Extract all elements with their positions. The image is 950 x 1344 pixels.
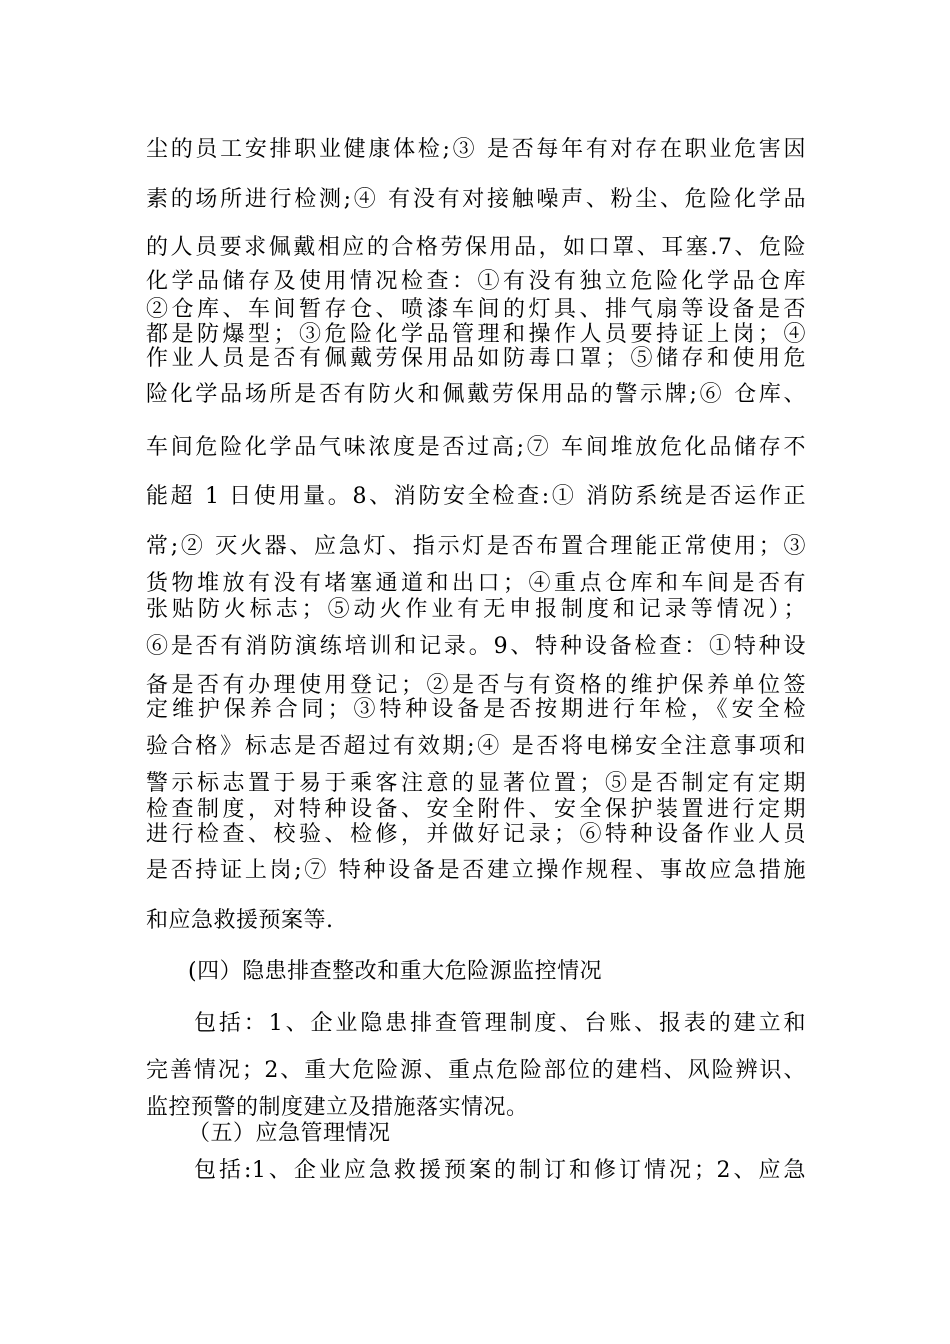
paragraph-line: 素的场所进行检测;④ 有没有对接触噪声、粉尘、危险化学品 (146, 187, 806, 212)
section-heading: （五）应急管理情况 (188, 1121, 391, 1146)
paragraph-line: 化学品储存及使用情况检查：①有没有独立危险化学品仓库 (146, 269, 806, 294)
paragraph-line: 货物堆放有没有堵塞通道和出口；④重点仓库和车间是否有 (146, 571, 806, 596)
paragraph-line: 是否持证上岗;⑦ 特种设备是否建立操作规程、事故应急措施 (146, 858, 806, 883)
paragraph-line: 常;② 灭火器、应急灯、指示灯是否布置合理能正常使用；③ (146, 534, 806, 559)
paragraph-line: 监控预警的制度建立及措施落实情况。 (146, 1095, 529, 1120)
section-heading: (四）隐患排查整改和重大危险源监控情况 (188, 959, 603, 984)
paragraph-line: ⑥是否有消防演练培训和记录。9、特种设备检查：①特种设 (146, 634, 806, 659)
paragraph-line: ②仓库、车间暂存仓、喷漆车间的灯具、排气扇等设备是否 (146, 297, 806, 322)
paragraph-line: 包括:1、企业应急救援预案的制订和修订情况；2、应急 (194, 1158, 806, 1183)
paragraph-line: 进行检查、校验、检修，并做好记录；⑥特种设备作业人员 (146, 822, 806, 847)
paragraph-line: 险化学品场所是否有防火和佩戴劳保用品的警示牌;⑥ 仓库、 (146, 382, 806, 407)
paragraph-line: 完善情况；2、重大危险源、重点危险部位的建档、风险辨识、 (146, 1058, 806, 1083)
paragraph-line: 备是否有办理使用登记；②是否与有资格的维护保养单位签 (146, 673, 806, 698)
paragraph-line: 张贴防火标志；⑤动火作业有无申报制度和记录等情况）； (146, 597, 806, 622)
paragraph-line: 警示标志置于易于乘客注意的显著位置；⑤是否制定有定期 (146, 771, 806, 796)
paragraph-line: 作业人员是否有佩戴劳保用品如防毒口罩；⑤储存和使用危 (146, 346, 806, 371)
paragraph-line: 包括：1、企业隐患排查管理制度、台账、报表的建立和 (194, 1011, 806, 1036)
paragraph-line: 验合格》标志是否超过有效期;④ 是否将电梯安全注意事项和 (146, 734, 806, 759)
paragraph-line: 车间危险化学品气味浓度是否过高;⑦ 车间堆放危化品储存不 (146, 435, 806, 460)
paragraph-line: 检查制度，对特种设备、安全附件、安全保护装置进行定期 (146, 797, 806, 822)
paragraph-line: 定维护保养合同；③特种设备是否按期进行年检，《安全检 (146, 697, 806, 722)
paragraph-line: 的人员要求佩戴相应的合格劳保用品，如口罩、耳塞.7、危险 (146, 235, 806, 260)
paragraph-line: 尘的员工安排职业健康体检;③ 是否每年有对存在职业危害因 (146, 137, 806, 162)
paragraph-line: 和应急救援预案等. (146, 908, 334, 933)
paragraph-line: 能超 1 日使用量。8、消防安全检查:① 消防系统是否运作正 (146, 484, 806, 509)
paragraph-line: 都是防爆型；③危险化学品管理和操作人员要持证上岗；④ (146, 322, 806, 347)
